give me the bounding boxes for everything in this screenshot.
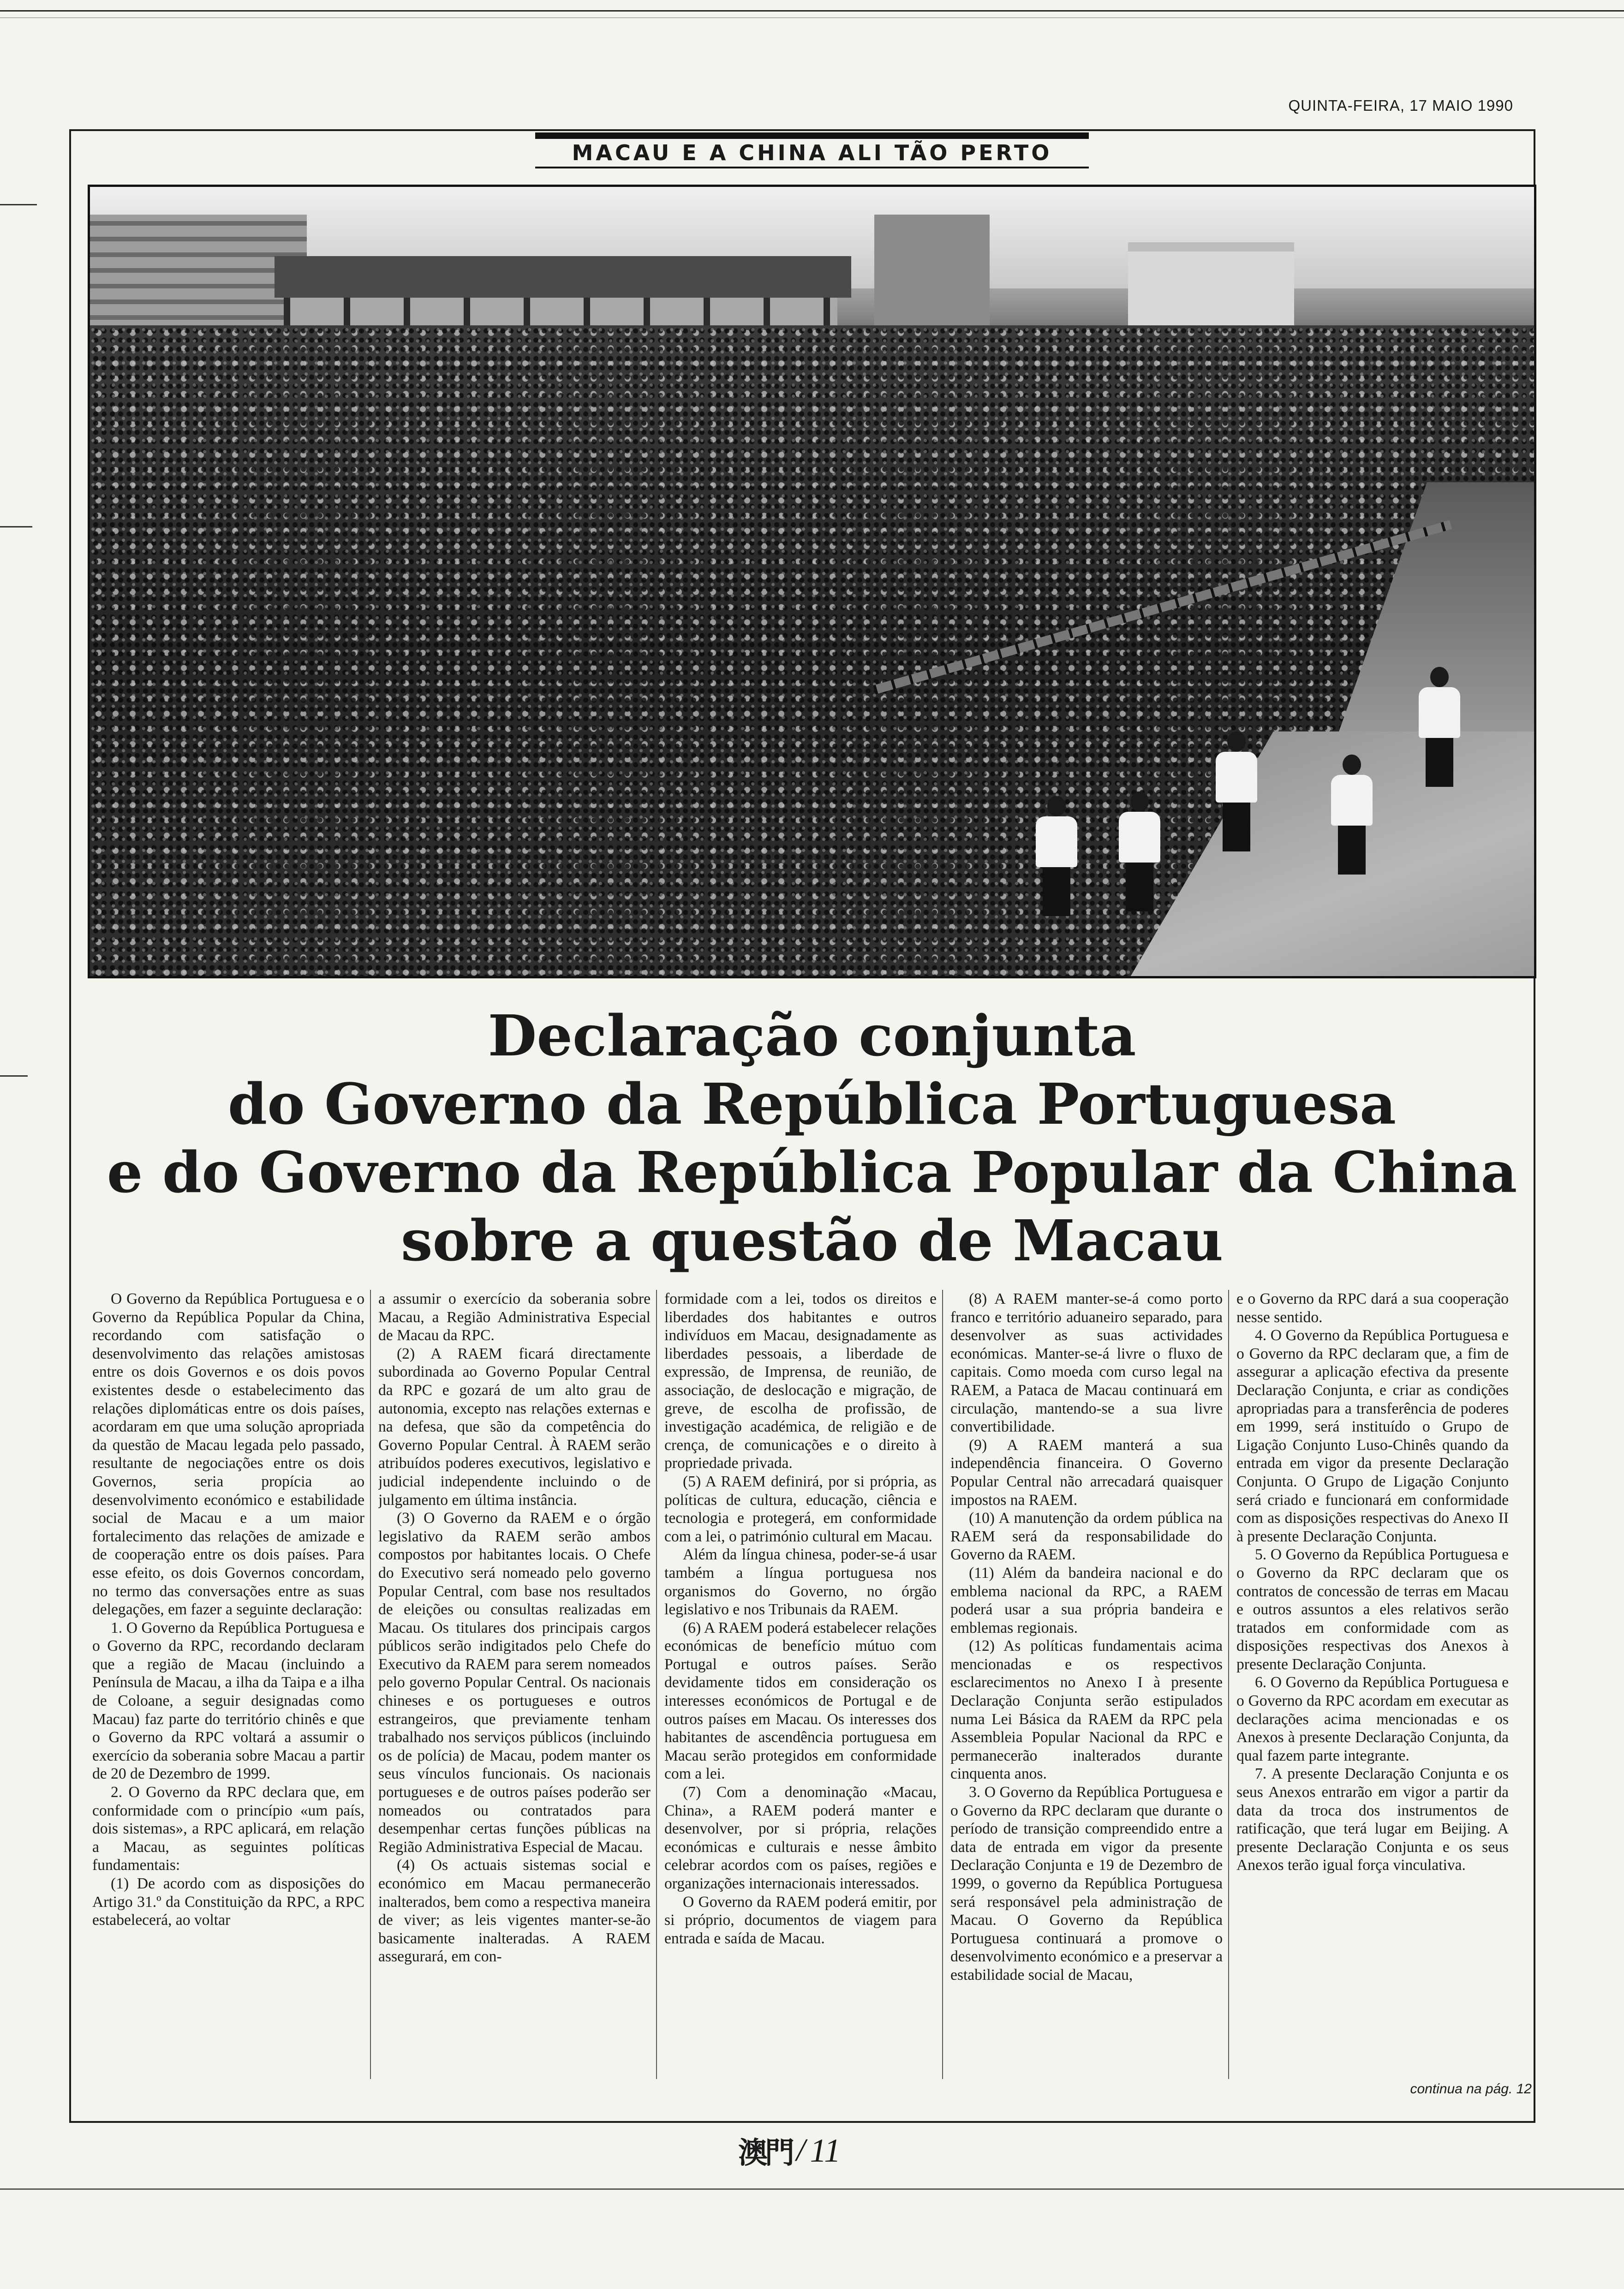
article-headline [88, 1001, 1536, 1275]
column-rule [1228, 1290, 1229, 2079]
paragraph: formidade com a lei, todos os direitos e liberdades dos habitantes e outros indivíduos em Macau, designadamente as liberdades pessoais, a liberdade de expressão, de Imprensa, de reunião, de associação, de deslocação e migração, de greve, de escolha de profissão, de investigação académica, de religião e de crença, de comunicações e o direito à propriedade privada. [664, 1290, 937, 1472]
text-column-4 [950, 1290, 1223, 2079]
paragraph: (7) Com a denominação «Macau, China», a RAEM poderá manter e desenvolver, por si própria, relações económicas e culturais e nesse âmbito celebrar acordos com os países, regiões e organizações internacionais interessados. [664, 1784, 937, 1892]
paragraph: (9) A RAEM manterá a sua independência financeira. O Governo Popular Central não arrecadará quaisquer impostos na RAEM. [950, 1436, 1223, 1509]
paragraph: (1) De acordo com as disposições do Artigo 31.º da Constituição da RPC, a RPC estabelecerá, ao voltar [92, 1875, 364, 1929]
paragraph: (2) A RAEM ficará directamente subordinada ao Governo Popular Central da RPC e gozará de um alto grau de autonomia, excepto nas relações externas e na defesa, que são da competência do Governo Popular Central. À RAEM serão atribuídos poderes executivos, legislativo e judicial independente incluindo o de julgamento em última instância. [378, 1345, 651, 1509]
page-date: QUINTA-FEIRA, 17 MAIO 1990 [1288, 97, 1513, 114]
paragraph: a assumir o exercício da soberania sobre Macau, a Região Administrativa Especial de Macau da RPC. [378, 1290, 651, 1344]
paragraph: O Governo da República Portuguesa e o Governo da República Popular da China, recordando com satisfação o desenvolvimento das relações amistosas entre os dois Governos e os dois povos existentes desde o estabelecimento das relações diplomáticas entre os dois países, acordaram em que uma solução apropriada da questão de Macau legada pelo passado, resultante de negociações entre os dois Governos, seria propícia ao desenvolvimento económico e estabilidade social de Macau e a um maior fortalecimento das relações de amizade e de cooperação entre os dois países. Para esse efeito, os dois Governos concordam, no termo das conversações entre as suas delegações, em fazer a seguinte declaração: [92, 1290, 364, 1618]
photo-figure [1331, 755, 1373, 875]
photo-figure [1036, 796, 1077, 916]
paragraph: 3. O Governo da República Portuguesa e o Governo da RPC declaram que durante o período de transição compreendido entre a data de entrada em vigor da presente Declaração Conjunta e 19 de Dezembro de 1999, o governo da República Portuguesa será responsável pela administração de Macau. O Governo da República Portuguesa continuará a promove o desenvolvimento económico e a preservar a estabilidade social de Macau, [950, 1784, 1223, 1983]
text-column-1 [92, 1290, 364, 2079]
text-column-2 [378, 1290, 651, 2079]
paragraph: (6) A RAEM poderá estabelecer relações económicas de benefício mútuo com Portugal e outros países. Serão devidamente tidos em consideração os interesses económicos de Portugal e de outros países em Macau. Os interesses dos habitantes de ascendência portuguesa em Macau serão protegidos em conformidade com a lei. [664, 1619, 937, 1783]
column-rule [656, 1290, 657, 2079]
scan-margin-tick [0, 526, 32, 527]
photo-pavilion-roof [275, 256, 851, 298]
photo-figure [1216, 731, 1257, 851]
paragraph: 5. O Governo da República Portuguesa e o Governo da RPC declaram que os contratos de concessão de terras em Macau e outros assuntos a eles relativos serão tratados em conformidade com as disposições respectivas dos Anexos à presente Declaração Conjunta. [1236, 1546, 1509, 1673]
article-body [88, 1290, 1536, 2079]
paragraph: 2. O Governo da RPC declara que, em conformidade com o princípio «um país, dois sistemas», a RPC aplicará, em relação a Macau, as seguintes políticas fundamentais: [92, 1784, 364, 1874]
headline-line: e do Governo da República Popular da China [107, 1139, 1517, 1205]
paragraph: (10) A manutenção da ordem pública na RAEM será da responsabilidade do Governo da RAEM. [950, 1510, 1223, 1564]
newspaper-logo: 澳門 [738, 2136, 792, 2170]
paragraph: (3) O Governo da RAEM e o órgão legislativo da RAEM serão ambos compostos por habitantes locais. O Chefe do Executivo será nomeado pelo governo Popular Central, com base nos resultados de eleições ou consultas realizadas em Macau. Os titulares dos principais cargos públicos serão indigitados pelo Chefe do Executivo da RAEM para serem nomeados pelo governo Popular Central. Os nacionais chineses e os portugueses e outros estrangeiros, que previamente tenham trabalhado nos serviços públicos (incluindo os de polícia) de Macau, podem manter os seus vínculos funcionais. Os nacionais portugueses e de outros países poderão ser nomeados ou contratados para desempenhar certas funções públicas na Região Administrativa Especial de Macau. [378, 1510, 651, 1856]
continued-note: continua na pág. 12 [1410, 2081, 1532, 2097]
paragraph: 1. O Governo da República Portuguesa e o Governo da RPC, recordando declaram que a região de Macau (incluindo a Península de Macau, a ilha da Taipa e a ilha de Coloane, a seguir designadas como Macau) faz parte do território chinês e que o Governo da RPC voltará a assumir o exercício da soberania sobre Macau a partir de 20 de Dezembro de 1999. [92, 1619, 364, 1783]
photo-figure [1419, 667, 1460, 787]
column-rule [942, 1290, 943, 2079]
paragraph: (12) As políticas fundamentais acima mencionadas e os respectivos esclarecimentos no Anexo I à presente Declaração Conjunta serão estipulados numa Lei Básica da RAEM da RPC pela Assembleia Popular Nacional da RPC e permanecerão inalterados durante cinquenta anos. [950, 1637, 1223, 1783]
crowd-photo [88, 185, 1536, 978]
paragraph: (8) A RAEM manter-se-á como porto franco e território aduaneiro separado, para desenvolver as suas actividades económicas. Manter-se-á livre o fluxo de capitais. Como moeda com curso legal na RAEM, a Pataca de Macau continuará em circulação, mantendo-se a sua livre convertibilidade. [950, 1290, 1223, 1436]
photo-figure [1119, 791, 1160, 911]
paragraph: 7. A presente Declaração Conjunta e os seus Anexos entrarão em vigor a partir da data da troca dos instrumentos de ratificação, que terá lugar em Beijing. A presente Declaração Conjunta e os seus Anexos terão igual força vinculativa. [1236, 1765, 1509, 1874]
headline-line: Declaração conjunta [488, 1002, 1136, 1069]
paragraph: (4) Os actuais sistemas social e económico em Macau permanecerão inalterados, bem como a respectiva maneira de viver; as leis vigentes manter-se-ão basicamente inalteradas. A RAEM assegurará, em con- [378, 1857, 651, 1965]
paragraph: e o Governo da RPC dará a sua cooperação nesse sentido. [1236, 1290, 1509, 1326]
scan-margin-tick [0, 204, 37, 205]
text-column-5 [1236, 1290, 1509, 2079]
headline-line: do Governo da República Portuguesa [227, 1071, 1397, 1137]
scan-border-bottom [0, 2188, 1624, 2190]
paragraph: 4. O Governo da República Portuguesa e o Governo da RPC declaram que, a fim de assegurar a aplicação efectiva da presente Declaração Conjunta, e criar as condições apropriadas para a transferência de poderes em 1999, será instituído o Grupo de Ligação Conjunto Luso-Chinês quando da entrada em vigor da presente Declaração Conjunta. O Grupo de Ligação Conjunto será criado e funcionará em conformidade com as disposições respectivas do Anexo II à presente Declaração Conjunta. [1236, 1327, 1509, 1545]
headline-line: sobre a questão de Macau [400, 1207, 1224, 1274]
folio-separator: / [796, 2133, 806, 2168]
scan-margin-tick [0, 1075, 28, 1077]
text-column-3 [664, 1290, 937, 2079]
paragraph: 6. O Governo da República Portuguesa e o Governo da RPC acordam em executar as declarações acima mencionadas e os Anexos à presente Declaração Conjunta, da qual fazem parte integrante. [1236, 1674, 1509, 1764]
paragraph: (11) Além da bandeira nacional e do emblema nacional da RPC, a RAEM poderá usar a sua própria bandeira e emblemas regionais. [950, 1564, 1223, 1636]
page-folio [738, 2132, 969, 2169]
paragraph: O Governo da RAEM poderá emitir, por si próprio, documentos de viagem para entrada e saída de Macau. [664, 1893, 937, 1947]
scan-border-top [0, 10, 1624, 12]
section-kicker: MACAU E A CHINA ALI TÃO PERTO [535, 132, 1089, 168]
paragraph: (5) A RAEM definirá, por si própria, as políticas de cultura, educação, ciência e tecnologia e protegerá, em conformidade com a lei, o património cultural em Macau. [664, 1473, 937, 1545]
column-rule [370, 1290, 371, 2079]
page-number: 11 [810, 2132, 841, 2169]
paragraph: Além da língua chinesa, poder-se-á usar também a língua portuguesa nos organismos do Governo, no órgão legislativo e nos Tribunais da RAEM. [664, 1546, 937, 1618]
